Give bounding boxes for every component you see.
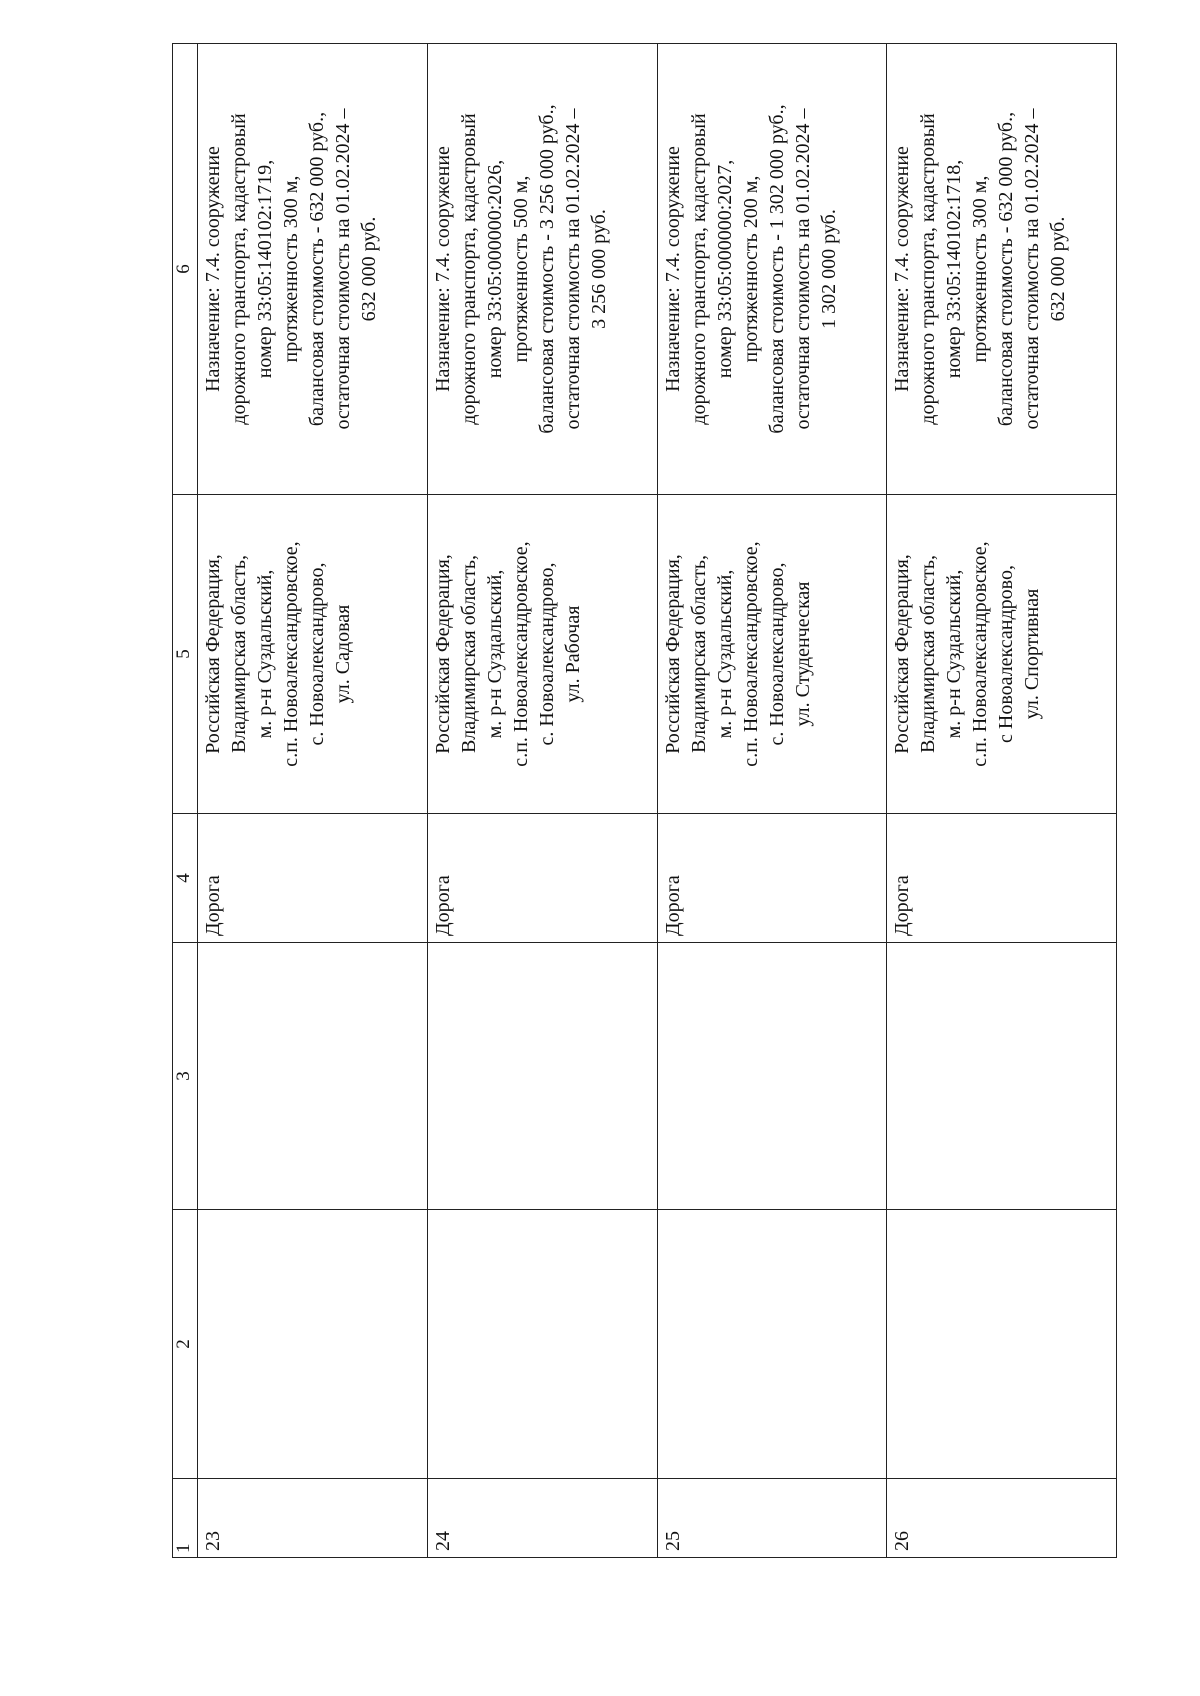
description-line: балансовая стоимость - 632 000 руб., <box>995 111 1018 427</box>
address-line: ул. Садовая <box>332 604 354 704</box>
object-address <box>887 495 1117 814</box>
description-line: 3 256 000 руб. <box>587 209 610 329</box>
column-header-1: 1 <box>173 1479 198 1558</box>
object-description <box>887 44 1117 495</box>
description-line: Назначение: 7.4. сооружение <box>891 146 914 392</box>
description-line: протяженность 200 м, <box>739 175 762 363</box>
object-name: Дорога <box>198 814 428 943</box>
object-address <box>657 495 887 814</box>
address-line: Российская Федерация, <box>202 554 224 754</box>
object-description <box>427 44 657 495</box>
address-line: Российская Федерация, <box>661 554 684 754</box>
description-line: номер 33:05:140102:1719, <box>254 159 276 379</box>
description-line: дорожного транспорта, кадастровый <box>228 113 250 425</box>
address-line: Владимирская область, <box>687 554 710 754</box>
empty-cell-col2 <box>657 1210 887 1479</box>
address-line: Владимирская область, <box>228 554 250 754</box>
description-line: 632 000 руб. <box>358 216 380 322</box>
address-line: Российская Федерация, <box>891 554 914 754</box>
row-number: 23 <box>198 1479 428 1558</box>
column-header-2: 2 <box>173 1210 198 1479</box>
object-name: Дорога <box>887 814 1117 943</box>
description-line: балансовая стоимость - 3 256 000 руб., <box>535 104 558 434</box>
object-description <box>198 44 428 495</box>
empty-cell-col3 <box>427 943 657 1210</box>
description-line: 1 302 000 руб. <box>817 209 840 329</box>
object-address <box>198 495 428 814</box>
object-description <box>657 44 887 495</box>
address-line: с.п. Новоалександровское, <box>509 541 532 767</box>
row-number: 24 <box>427 1479 657 1558</box>
table-row <box>427 44 657 1558</box>
description-line: дорожного транспорта, кадастровый <box>687 113 710 425</box>
empty-cell-col2 <box>887 1210 1117 1479</box>
empty-cell-col2 <box>427 1210 657 1479</box>
empty-cell-col3 <box>887 943 1117 1210</box>
header-row <box>173 44 198 1558</box>
address-line: с.п. Новоалександровское, <box>969 541 992 767</box>
description-line: дорожного транспорта, кадастровый <box>917 113 940 425</box>
address-line: Владимирская область, <box>457 554 480 754</box>
address-line: с Новоалександрово, <box>995 565 1018 743</box>
address-line: ул. Спортивная <box>1021 588 1044 720</box>
column-header-5: 5 <box>173 495 198 814</box>
description-line: остаточная стоимость на 01.02.2024 – <box>1021 108 1044 430</box>
address-line: м. р-н Суздальский, <box>713 569 736 739</box>
column-header-6: 6 <box>173 44 198 495</box>
description-line: дорожного транспорта, кадастровый <box>457 113 480 425</box>
address-line: ул. Рабочая <box>561 605 584 703</box>
address-line: м. р-н Суздальский, <box>943 569 966 739</box>
table-row <box>198 44 428 1558</box>
description-line: балансовая стоимость - 1 302 000 руб., <box>765 104 788 434</box>
table-row <box>887 44 1117 1558</box>
description-line: номер 33:05:000000:2026, <box>483 159 506 379</box>
description-line: балансовая стоимость - 632 000 руб., <box>306 111 328 427</box>
description-line: протяженность 300 м, <box>969 175 992 363</box>
description-line: остаточная стоимость на 01.02.2024 – <box>791 108 814 430</box>
description-line: протяженность 500 м, <box>509 175 532 363</box>
object-name: Дорога <box>657 814 887 943</box>
rotated-table-container <box>172 98 1117 1558</box>
description-line: номер 33:05:000000:2027, <box>713 159 736 379</box>
description-line: Назначение: 7.4. сооружение <box>431 146 454 392</box>
address-line: с. Новоалександрово, <box>765 562 788 746</box>
column-header-3: 3 <box>173 943 198 1210</box>
table-row <box>657 44 887 1558</box>
empty-cell-col3 <box>198 943 428 1210</box>
row-number: 25 <box>657 1479 887 1558</box>
object-name: Дорога <box>427 814 657 943</box>
address-line: с.п. Новоалександровское, <box>739 541 762 767</box>
column-header-4: 4 <box>173 814 198 943</box>
object-address <box>427 495 657 814</box>
description-line: остаточная стоимость на 01.02.2024 – <box>332 108 354 430</box>
description-line: 632 000 руб. <box>1047 216 1070 322</box>
empty-cell-col3 <box>657 943 887 1210</box>
address-line: ул. Студенческая <box>791 581 814 727</box>
property-registry-table <box>172 43 1117 1558</box>
address-line: с. Новоалександрово, <box>306 562 328 746</box>
address-line: Владимирская область, <box>917 554 940 754</box>
empty-cell-col2 <box>198 1210 428 1479</box>
address-line: с.п. Новоалександровское, <box>280 541 302 767</box>
description-line: Назначение: 7.4. сооружение <box>202 146 224 392</box>
row-number: 26 <box>887 1479 1117 1558</box>
description-line: номер 33:05:140102:1718, <box>943 159 966 379</box>
address-line: м. р-н Суздальский, <box>254 569 276 739</box>
address-line: с. Новоалександрово, <box>535 562 558 746</box>
description-line: остаточная стоимость на 01.02.2024 – <box>561 108 584 430</box>
address-line: м. р-н Суздальский, <box>483 569 506 739</box>
description-line: протяженность 300 м, <box>280 175 302 363</box>
description-line: Назначение: 7.4. сооружение <box>661 146 684 392</box>
address-line: Российская Федерация, <box>431 554 454 754</box>
